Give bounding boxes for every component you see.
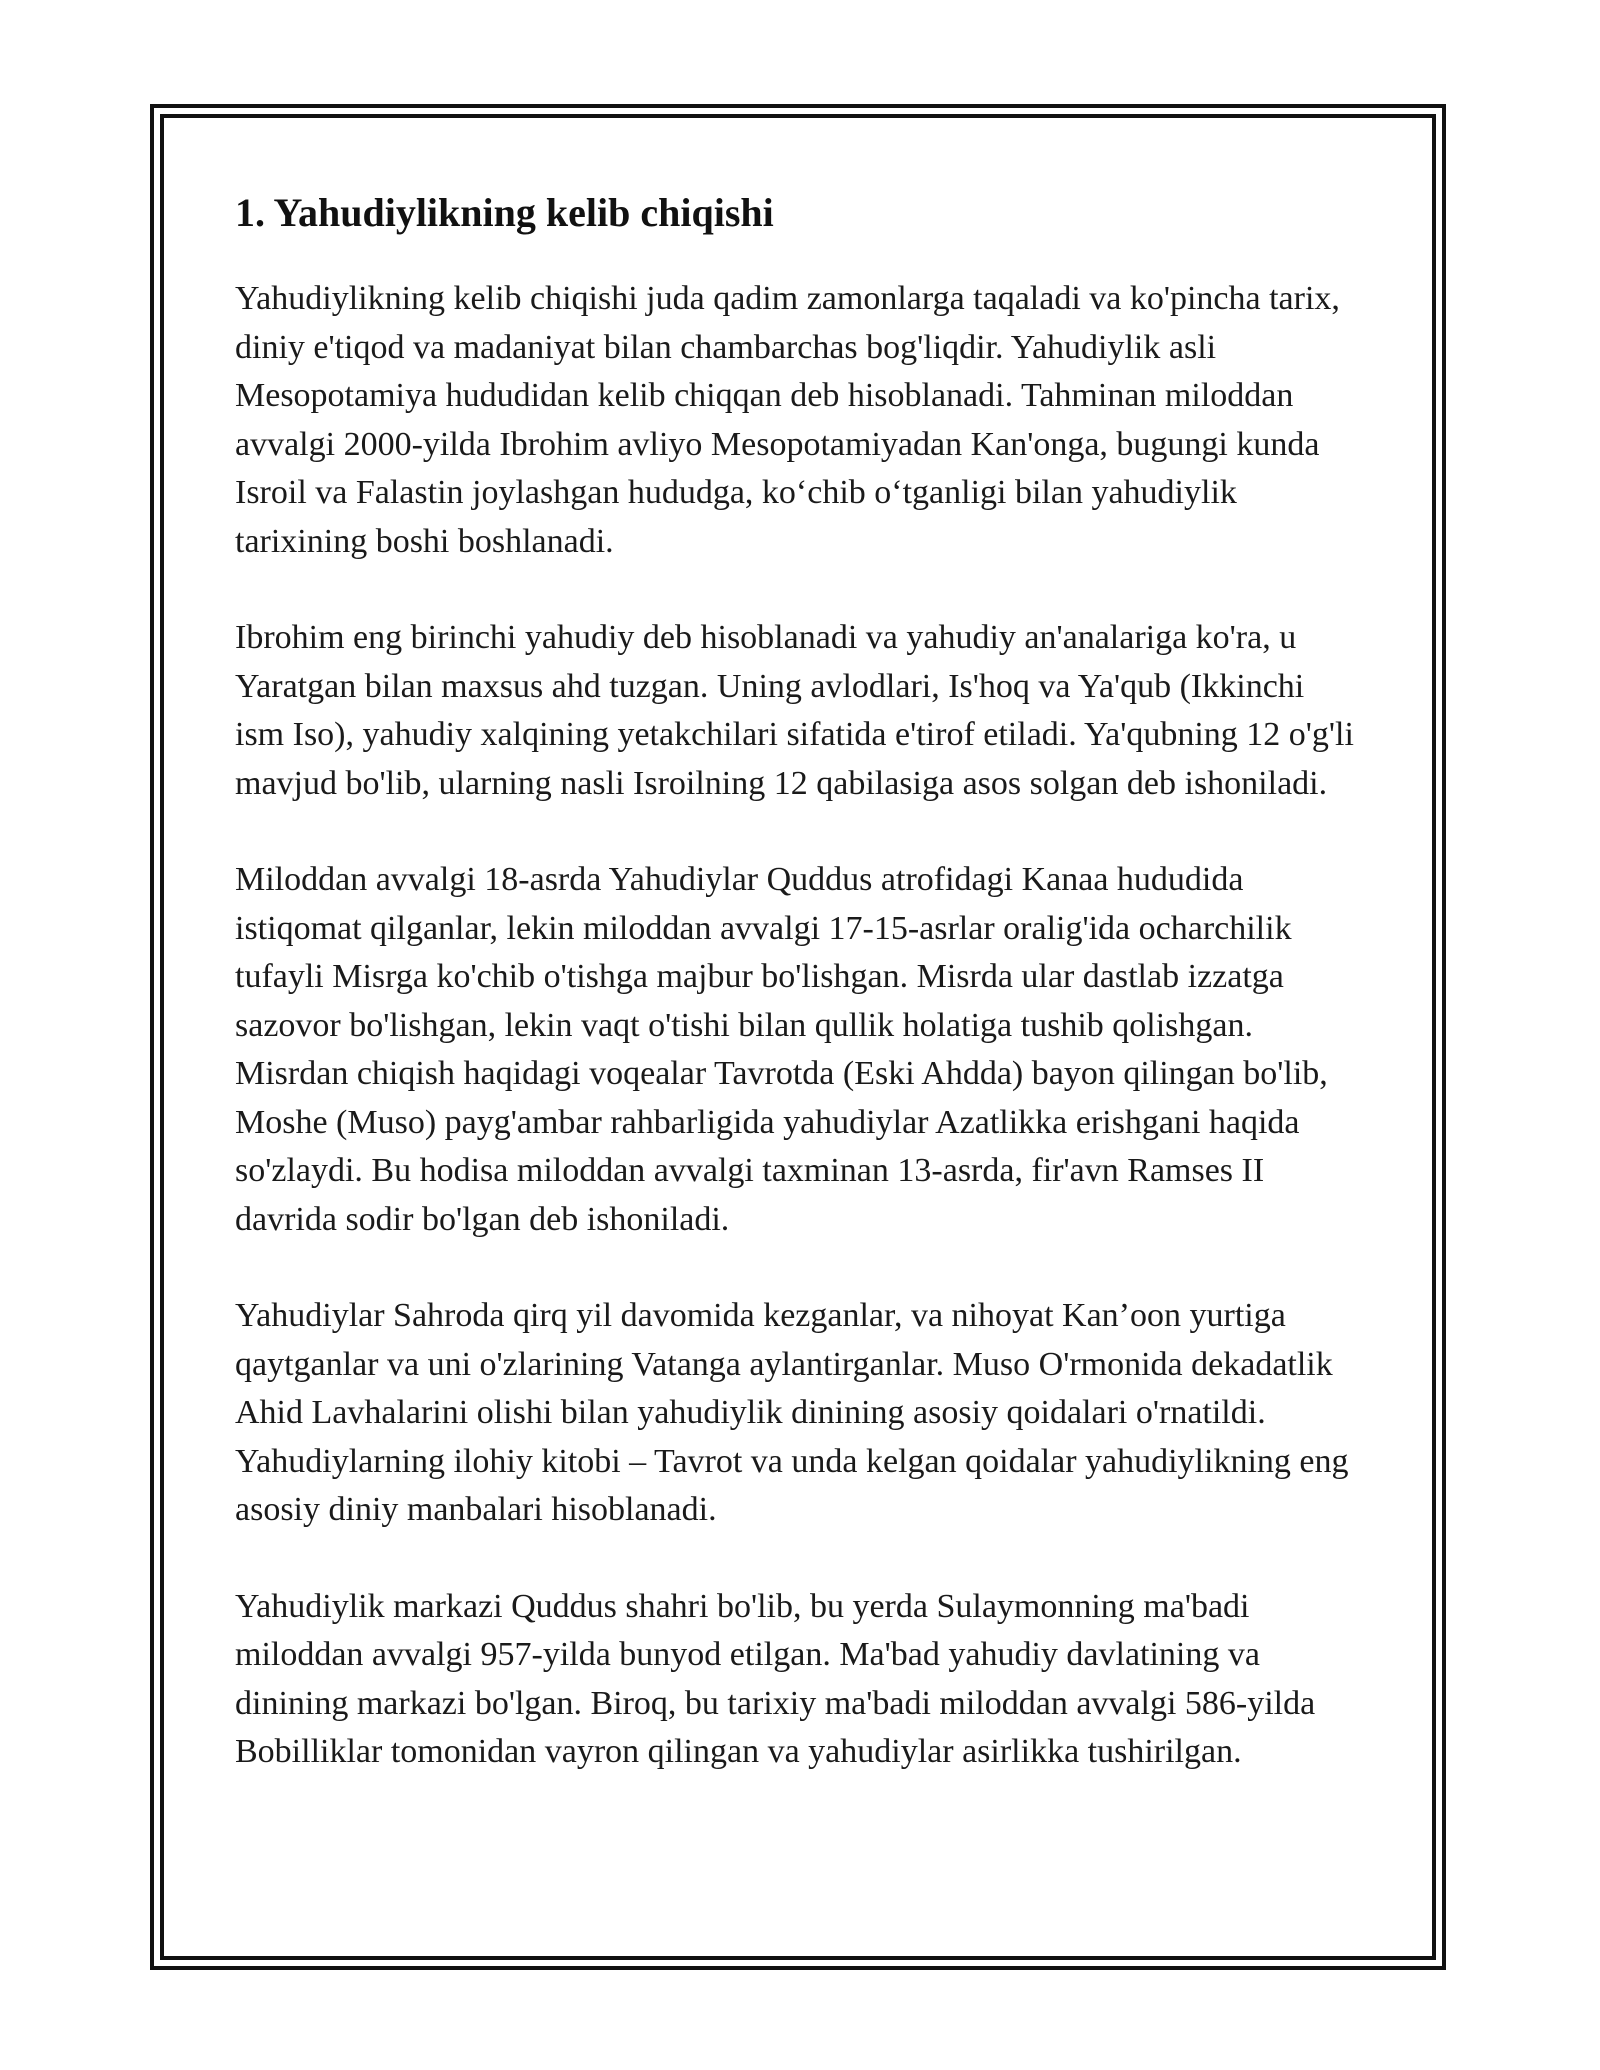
document-body [235,185,1360,1825]
paragraph-wandering: Yahudiylar Sahroda qirq yil davomida kezganlar, va nihoyat Kan’oon yurtiga qaytganlar va uni o'zlarining Vatanga aylantirganlar. Muso O'rmonida dekadatlik Ahid Lavhalarini olishi bilan yahudiylik dinining asosiy qoidalari o'rnatildi. Yahudiylarning ilohiy kitobi – Tavrot va unda kelgan qoidalar yahudiylikning eng asosiy diniy manbalari hisoblanadi. [235,1297,1349,1528]
paragraph-jerusalem: Yahudiylik markazi Quddus shahri bo'lib, bu yerda Sulaymonning ma'badi miloddan avvalgi 957-yilda bunyod etilgan. Ma'bad yahudiy davlatining va dinining markazi bo'lgan. Biroq, bu tarixiy ma'badi miloddan avvalgi 586-yilda Bobilliklar tomonidan vayron qilingan va yahudiylar asirlikka tushirilgan. [235,1587,1316,1770]
paragraph-ibrohim: Ibrohim eng birinchi yahudiy deb hisoblanadi va yahudiy an'analariga ko'ra, u Yaratgan bilan maxsus ahd tuzgan. Uning avlodlari, Is'hoq va Ya'qub (Ikkinchi ism Iso), yahudiy xalqining yetakchilari sifatida e'tirof etiladi. Ya'qubning 12 o'g'li mavjud bo'lib, ularning nasli Isroilning 12 qabilasiga asos solgan deb ishoniladi. [235,619,1354,802]
paragraph-origins: Yahudiylikning kelib chiqishi juda qadim zamonlarga taqaladi va ko'pincha tarix, diniy e'tiqod va madaniyat bilan chambarchas bog'liqdir. Yahudiylik asli Mesopotamiya hududidan kelib chiqqan deb hisoblanadi. Tahminan miloddan avvalgi 2000-yilda Ibrohim avliyo Mesopotamiyadan Kan'onga, bugungi kunda Isroil va Falastin joylashgan hududga, ko‘chib o‘tganligi bilan yahudiylik tarixining boshi boshlanadi. [235,280,1340,560]
section-title: 1. Yahudiylikning kelib chiqishi [235,190,774,235]
paragraph-egypt: Miloddan avvalgi 18-asrda Yahudiylar Quddus atrofidagi Kanaa hududida istiqomat qilganlar, lekin miloddan avvalgi 17-15-asrlar oralig'ida ocharchilik tufayli Misrga ko'chib o'tishga majbur bo'lishgan. Misrda ular dastlab izzatga sazovor bo'lishgan, lekin vaqt o'tishi bilan qullik holatiga tushib qolishgan. Misrdan chiqish haqidagi voqealar Tavrotda (Eski Ahdda) bayon qilingan bo'lib, Moshe (Muso) payg'ambar rahbarligida yahudiylar Azatlikka erishgani haqida so'zlaydi. Bu hodisa miloddan avvalgi taxminan 13-asrda, fir'avn Ramses II davrida sodir bo'lgan deb ishoniladi. [235,861,1328,1238]
